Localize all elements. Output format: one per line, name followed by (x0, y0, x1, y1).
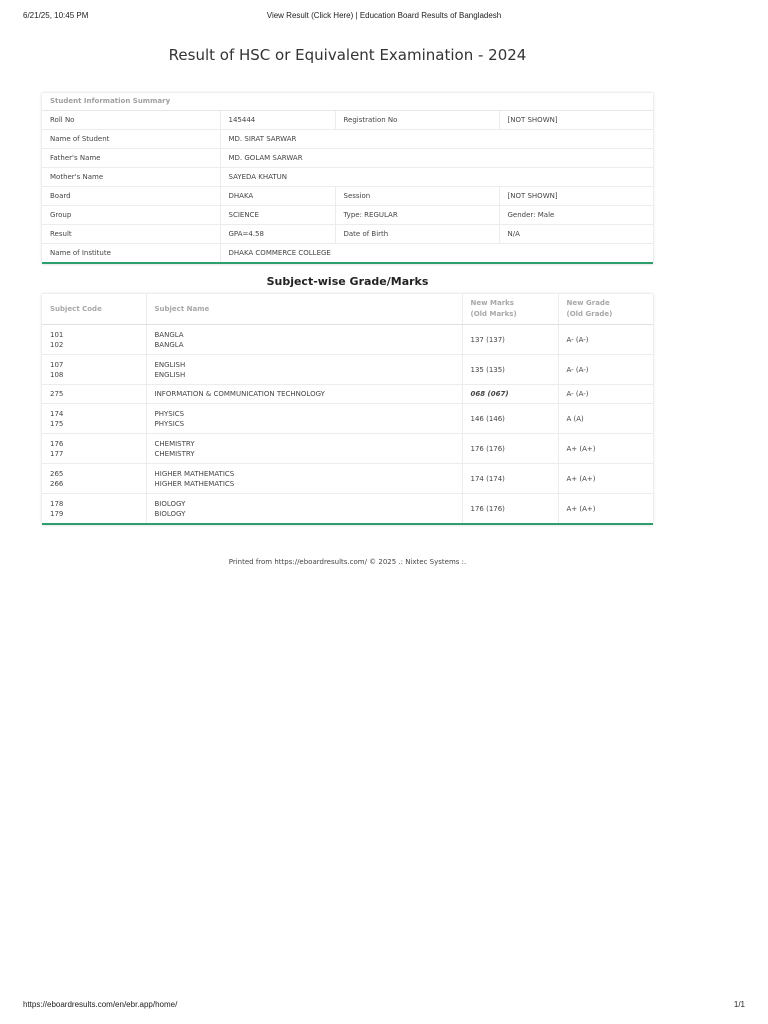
info-row (42, 168, 653, 187)
subject-grade: A+ (A+) (558, 494, 653, 524)
subject-name (146, 325, 462, 355)
subject-marks: 176 (176) (462, 434, 558, 464)
subject-code (42, 434, 146, 464)
name-line: CHEMISTRY (154, 439, 195, 448)
code-line: 108 (50, 370, 64, 379)
group-label: Group (42, 206, 220, 225)
name-line: PHYSICS (154, 409, 185, 418)
code-line: 179 (50, 509, 64, 518)
subject-name-header: Subject Name (146, 294, 462, 325)
print-footer (23, 1000, 745, 1012)
session-value: [NOT SHOWN] (499, 187, 653, 206)
subject-name: INFORMATION & COMMUNICATION TECHNOLOGY (146, 385, 462, 404)
printed-from-note: Printed from https://eboardresults.com/ © 2025 .: Nixtec Systems :. (228, 558, 467, 566)
code-line: 101 (50, 330, 64, 339)
code-line: 177 (50, 449, 64, 458)
info-row (42, 187, 653, 206)
name-line: BIOLOGY (154, 509, 186, 518)
subject-marks: 146 (146) (462, 404, 558, 434)
table-row (42, 404, 653, 434)
subject-code-header: Subject Code (42, 294, 146, 325)
subject-grade: A- (A-) (558, 325, 653, 355)
info-row (42, 111, 653, 130)
subject-code (42, 404, 146, 434)
mother-name-label: Mother's Name (42, 168, 220, 187)
page-title: Result of HSC or Equivalent Examination - 2024 (168, 46, 527, 64)
code-line: 176 (50, 439, 64, 448)
subject-grade: A- (A-) (558, 355, 653, 385)
name-line: BANGLA (154, 340, 184, 349)
name-line: PHYSICS (154, 419, 185, 428)
subject-grade: A (A) (558, 404, 653, 434)
result-label: Result (42, 225, 220, 244)
roll-label: Roll No (42, 111, 220, 130)
gender-value: Gender: Male (499, 206, 653, 225)
subject-grade: A+ (A+) (558, 434, 653, 464)
code-line: 265 (50, 469, 64, 478)
subject-marks: 174 (174) (462, 464, 558, 494)
new-marks-label: New Marks (470, 299, 514, 307)
old-marks-label: (Old Marks) (470, 310, 517, 318)
info-row (42, 244, 653, 263)
code-line: 174 (50, 409, 64, 418)
marks-table (42, 294, 653, 523)
subject-name (146, 404, 462, 434)
info-row (42, 149, 653, 168)
new-grade-label: New Grade (566, 299, 610, 307)
code-line: 178 (50, 499, 64, 508)
name-line: BIOLOGY (154, 499, 186, 508)
session-label: Session (335, 187, 499, 206)
subject-code (42, 494, 146, 524)
info-row (42, 225, 653, 244)
institute-label: Name of Institute (50, 249, 111, 257)
subject-marks: 137 (137) (462, 325, 558, 355)
info-row (42, 130, 653, 149)
roll-value: 145444 (220, 111, 335, 130)
subject-name (146, 464, 462, 494)
subject-code (42, 325, 146, 355)
old-grade-label: (Old Grade) (566, 310, 613, 318)
code-line: 175 (50, 419, 64, 428)
table-row (42, 355, 653, 385)
student-name-label: Name of Student (42, 130, 220, 149)
subject-code (42, 464, 146, 494)
subject-marks: 176 (176) (462, 494, 558, 524)
table-row (42, 464, 653, 494)
table-row (42, 385, 653, 404)
type-value: Type: REGULAR (335, 206, 499, 225)
student-name-value: MD. SIRAT SARWAR (220, 130, 653, 149)
print-header (23, 11, 745, 23)
print-datetime: 6/21/25, 10:45 PM (23, 11, 89, 20)
name-line: ENGLISH (154, 370, 186, 379)
mother-name-value: SAYEDA KHATUN (220, 168, 653, 187)
group-value: SCIENCE (220, 206, 335, 225)
name-line: HIGHER MATHEMATICS (154, 469, 235, 478)
name-line: HIGHER MATHEMATICS (154, 479, 235, 488)
registration-label: Registration No (335, 111, 499, 130)
board-label: Board (42, 187, 220, 206)
subject-grade: A+ (A+) (558, 464, 653, 494)
subject-code: 275 (42, 385, 146, 404)
table-row (42, 325, 653, 355)
grade-header (558, 294, 653, 325)
print-url: https://eboardresults.com/en/ebr.app/home/ (23, 1000, 178, 1009)
board-value: DHAKA (220, 187, 335, 206)
subject-name (146, 355, 462, 385)
marks-header-row (42, 294, 653, 325)
subject-name (146, 434, 462, 464)
result-value: GPA=4.58 (220, 225, 335, 244)
student-info-heading: Student Information Summary (42, 93, 653, 111)
subject-grade: A- (A-) (558, 385, 653, 404)
info-row (42, 206, 653, 225)
student-info-card (42, 93, 653, 264)
code-line: 107 (50, 360, 64, 369)
table-row (42, 434, 653, 464)
marks-header (462, 294, 558, 325)
code-line: 102 (50, 340, 64, 349)
subject-marks: 068 (067) (462, 385, 558, 404)
code-line: 266 (50, 479, 64, 488)
dob-label: Date of Birth (335, 225, 499, 244)
institute-value: DHAKA COMMERCE COLLEGE (220, 244, 653, 263)
father-name-label: Father's Name (42, 149, 220, 168)
name-line: CHEMISTRY (154, 449, 195, 458)
dob-value: N/A (499, 225, 653, 244)
subject-marks: 135 (135) (462, 355, 558, 385)
table-row (42, 494, 653, 524)
print-page-number: 1/1 (733, 1000, 745, 1009)
print-page-title: View Result (Click Here) | Education Board Results of Bangladesh (266, 11, 502, 20)
marks-section-title: Subject-wise Grade/Marks (266, 275, 429, 288)
student-info-table (42, 111, 653, 262)
marks-card (42, 294, 653, 525)
subject-name (146, 494, 462, 524)
father-name-value: MD. GOLAM SARWAR (220, 149, 653, 168)
name-line: BANGLA (154, 330, 184, 339)
name-line: ENGLISH (154, 360, 186, 369)
registration-value: [NOT SHOWN] (499, 111, 653, 130)
subject-code (42, 355, 146, 385)
